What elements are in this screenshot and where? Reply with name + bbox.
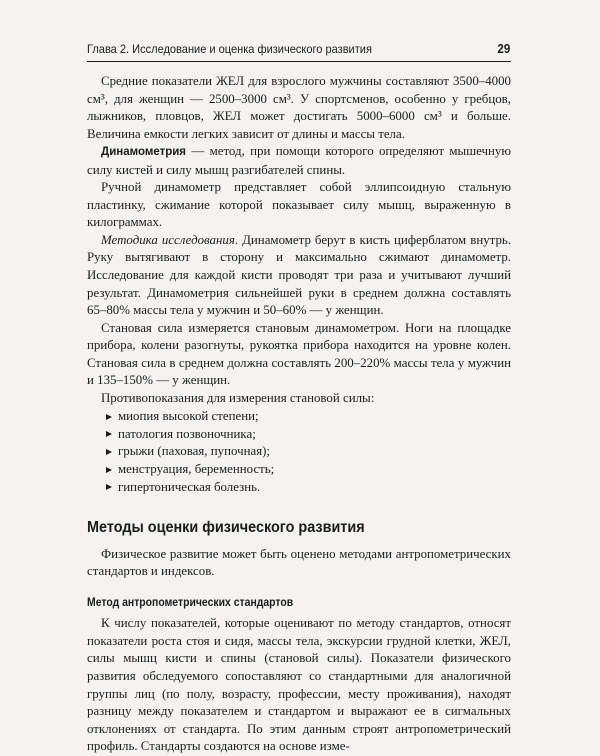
list-item: менструация, беременность; [104, 461, 511, 479]
term-method: Методика исследования [101, 232, 235, 247]
list-item: грыжи (паховая, пупочная); [104, 443, 511, 461]
header-rule [87, 61, 511, 62]
page-body [87, 73, 511, 756]
paragraph-dynamometry [87, 143, 511, 179]
term-dynamometry: Динамометрия [101, 146, 187, 159]
paragraph-method [87, 232, 511, 320]
chapter-title: Глава 2. Исследование и оценка физического развития [87, 42, 372, 56]
list-item: гипертоническая болезнь. [104, 479, 511, 497]
paragraph-contra-intro: Противопоказания для измерения становой силы: [101, 390, 375, 405]
list-item: миопия высокой степени; [104, 408, 511, 426]
paragraph-section-intro: Физическое развитие может быть оценено методами антропометрических стандартов и индексов. [87, 546, 511, 579]
method-text: . Динамометр берут в кисть циферблатом внутрь. Руку вытягивают в сторону и максимально сжимают динамометр. Исследование для каждой кисти проводят три раза и учитывают лучший результат. Динамометрия сильнейшей руки в среднем должна составлять 65–80% массы тела у мужчин и 50–60% — у женщин. [87, 232, 511, 318]
paragraph-zhel: Средние показатели ЖЕЛ для взрослого мужчины составляют 3500–4000 см³, для женщин — 2500–3000 см³. У спортсменов, особенно у гребцов, лыжников, пловцов, ЖЕЛ может достигать 5000–6000 см³ и больше. Величина емкости легких зависит от длины и массы тела. [87, 74, 511, 141]
paragraph-back-strength: Становая сила измеряется становым динамометром. Ноги на площадке прибора, колени разогнуты, рукоятка прибора находится на уровне колен. Становая сила в среднем должна составлять 200–220% массы тела у мужчин и 135–150% — у женщин. [87, 320, 511, 388]
contraindications-list [104, 408, 511, 496]
section-heading: Методы оценки физического развития [87, 519, 365, 537]
paragraph-hand-dynamometer: Ручной динамометр представляет собой эллипсоидную стальную пластинку, сжимание которой показывает силу мышц, выраженную в килограммах. [87, 180, 511, 230]
running-head [87, 42, 510, 56]
page-number: 29 [497, 42, 511, 56]
book-page [87, 42, 511, 756]
paragraph-standards: К числу показателей, которые оценивают по методу стандартов, относят показатели роста стоя и сидя, массы тела, экскурсии грудной клетки, ЖЕЛ, силы мышц кисти и спины (становой силы). Показатели физического развития обследуемого сопоставляют со стандартными для аналогичной группы лиц (по полу, возрасту, профессии, месту проживания), находят разницу между показателем и стандартом и выражают ее в сигмальных отклонениях от стандарта. По этим данным строят антропометрический профиль. Стандарты создаются на основе изме- [87, 616, 511, 754]
list-item: патология позвоночника; [104, 426, 511, 444]
subsection-heading: Метод антропометрических стандартов [87, 595, 294, 609]
dynamometry-text: — метод, при помощи которого определяют мышечную силу кистей и силу мышц разгибателей спины. [87, 144, 511, 177]
